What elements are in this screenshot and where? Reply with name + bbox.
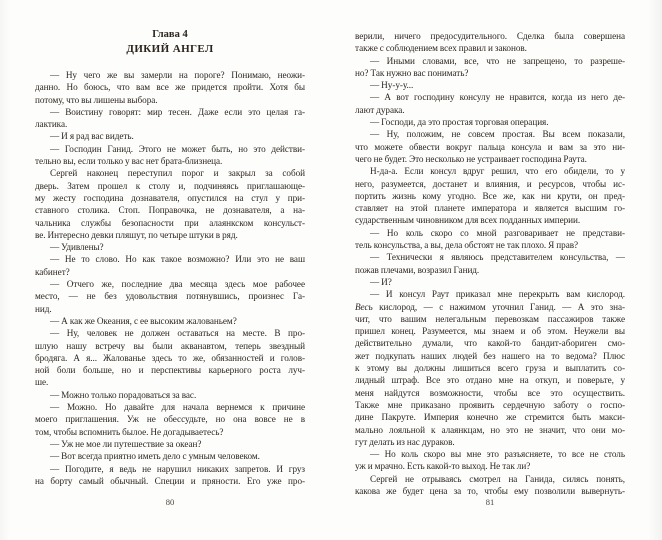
text-line: — Господи, да это простая торговая операция. xyxy=(370,117,549,128)
text-line: бродяга. А я... Жалованье здесь то же, обязанностей и голов- xyxy=(35,352,305,363)
chapter-heading xyxy=(35,28,305,57)
text-line: — И? xyxy=(370,276,392,287)
text-line: — И консул Раут приказал мне перекрыть вам кислород. xyxy=(370,289,625,300)
right-page-text xyxy=(355,30,625,497)
text-line: верили, ничего предосудительного. Сделка была совершена xyxy=(355,31,625,41)
text-line: ве. Интересно девки пляшут, по четыре штуки в ряд. xyxy=(35,229,238,240)
text-line: — Уж не мое ли путешествие за океан? xyxy=(50,438,202,449)
text-line: действительно думали, что какой-то бандит-абориген смо- xyxy=(355,338,625,349)
text-line: но? Так нужно вас понимать? xyxy=(355,67,469,78)
text-line: Весь кислород, — с нажимом уточнил Ганид. — А это зна- xyxy=(355,301,625,312)
text-line: гут делать из нас дураков. xyxy=(355,436,455,447)
left-page xyxy=(35,0,305,540)
text-line: место, — не без удовольствия потянувшись, произнес Га- xyxy=(35,291,305,302)
text-line: Также мне приказано проявить сердечную заботу о госпо- xyxy=(355,399,625,410)
text-line: — Ну-у-у... xyxy=(370,80,414,91)
text-line: тельно вы, если только у вас нет брата-близнеца. xyxy=(35,156,223,167)
text-line: — Технически я являюсь представителем консульства, — xyxy=(370,252,625,263)
text-line: что можете обвести вокруг пальца консула и вам за это ни- xyxy=(355,141,625,152)
text-line: ше. xyxy=(35,377,49,388)
right-page xyxy=(355,0,625,540)
text-line: — Отчего же, последние два месяца здесь мое рабочее xyxy=(50,279,305,290)
text-line: Сергей наконец переступил порог и закрыл за собой xyxy=(50,168,305,179)
chapter-title: ДИКИЙ АНГЕЛ xyxy=(126,43,214,55)
left-page-text xyxy=(35,69,305,487)
text-line: сударственным чиновником для всех подданных империи. xyxy=(355,215,581,226)
text-line: мально лояльной к алаянкцам, но это не значит, что они мо- xyxy=(355,424,625,435)
text-line: — Можно только порадоваться за вас. xyxy=(50,389,197,400)
text-line: чальника службы безопасности при алаянкском консульст- xyxy=(35,217,305,228)
text-line: тель консульства, а вы, дела обстоят не так плохо. Я прав? xyxy=(355,240,579,251)
text-line: — Можно. Но давайте для начала вернемся к причине xyxy=(50,402,305,413)
text-line: лают дурака. xyxy=(355,104,405,115)
text-line: лидный штраф. Все это отдано мне на откуп, и поверьте, у xyxy=(355,375,625,386)
text-line: — Ну, положим, не совсем простая. Вы всем показали, xyxy=(370,129,625,140)
text-line: — Иными словами, все, что не запрещено, то разреше- xyxy=(370,55,625,66)
text-line: — Вот всегда приятно иметь дело с умным человеком. xyxy=(50,451,260,462)
text-line: ставляет на этой планете императора и является высшим го- xyxy=(355,203,625,214)
right-page-number: 81 xyxy=(485,497,495,507)
text-line: том, чтобы вспомнить былое. Не догадываетесь? xyxy=(35,426,224,437)
text-line: — Не то слово. Но как такое возможно? Или это не ваш xyxy=(50,254,305,265)
text-line: жет подкупать наших людей без нашего на то ведома? Плюс xyxy=(355,350,625,361)
text-line: меня найдутся возможности, чтобы все это осуществить. xyxy=(355,387,625,398)
text-line: — И я рад вас видеть. xyxy=(50,131,134,142)
text-line: — Но коль скоро со мной разговаривает не представи- xyxy=(370,227,625,238)
text-line: дине Пакруте. Империя конечно же стремится быть макси- xyxy=(355,412,625,423)
text-line: — Но коль скоро вы мне это разъясняете, то все не столь xyxy=(370,449,625,460)
text-line: данно. Но боюсь, что вам все же придется пройти. Хотя бы xyxy=(35,82,305,93)
text-line: ставного столика. Стоп. Поправочка, не дознавателя, а на- xyxy=(35,205,305,216)
text-line: него, разумеется, достанет и влияния, и ресурсов, чтобы ис- xyxy=(355,178,625,189)
text-line: — А как же Океания, с ее высоким жалованьем? xyxy=(50,315,237,326)
text-line: пожав плечами, возразил Ганид. xyxy=(355,264,480,275)
text-line: — А вот господину консулу не нравится, когда из него де- xyxy=(370,92,625,103)
text-line: к этому вы должны лишиться всего груза и выплатить со- xyxy=(355,363,625,374)
text-line: чит, что вашим нелегальным перевозкам пассажиров также xyxy=(355,313,625,324)
text-line: уж и мрачно. Есть какой-то выход. Не так ли? xyxy=(355,461,531,472)
text-line: — Ну чего же вы замерли на пороге? Понимаю, неожи- xyxy=(50,70,305,80)
text-line: портить жизнь кому угодно. Все же, как ни крути, он пред- xyxy=(355,190,625,201)
text-line: пришел конец. Разумеется, мы знаем и об этом. Неужели вы xyxy=(355,326,625,337)
text-line: Сергей не отрываясь смотрел на Ганида, силясь понять, xyxy=(370,473,625,484)
text-line: ной боли больше, но и перспективы карьерного роста луч- xyxy=(35,365,305,376)
text-line: дверь. Затем прошел к столу и, подчиняясь приглашающе- xyxy=(35,180,305,191)
text-line: — Ну, человек не должен оставаться на месте. В про- xyxy=(50,328,305,339)
text-line: — Воистину говорят: мир тесен. Даже если это целая га- xyxy=(50,106,305,117)
text-line: моего приглашения. Уж не обессудьте, но она вовсе не в xyxy=(35,414,305,425)
page-edge-shadow-left xyxy=(0,0,10,540)
text-line: потому, что вы лишены выбора. xyxy=(35,94,158,105)
text-line: кабинет? xyxy=(35,266,70,277)
text-line: лактика. xyxy=(35,119,68,130)
left-page-number: 80 xyxy=(165,497,175,507)
text-line: какова же будет цена за то, чтобы ему позволили вывернуть- xyxy=(355,485,625,496)
text-line: — Господин Ганид. Этого не может быть, но это действи- xyxy=(50,143,305,154)
text-line: на борту самый обычный. Специи и пряности. Его уже про- xyxy=(35,475,305,486)
text-line: шлую нашу встречу вы были акванавтом, теперь звездный xyxy=(35,340,305,351)
text-line: также с соблюдением всех правил и законов. xyxy=(355,43,527,54)
text-line: — Погодите, я ведь не нарушил никаких запретов. И груз xyxy=(50,463,305,474)
text-line: Н-да-а. Если консул вдруг решил, что его обидели, то у xyxy=(370,166,625,177)
text-line: нид. xyxy=(35,303,52,314)
page-edge-shadow-right xyxy=(648,0,662,540)
chapter-label: Глава 4 xyxy=(152,29,188,40)
text-line: му жесту господина дознавателя, опустился на стул у при- xyxy=(35,192,305,203)
text-line: — Удивлены? xyxy=(50,242,104,253)
text-line: чего не будет. Это несколько не устраивает господина Раута. xyxy=(355,153,587,164)
